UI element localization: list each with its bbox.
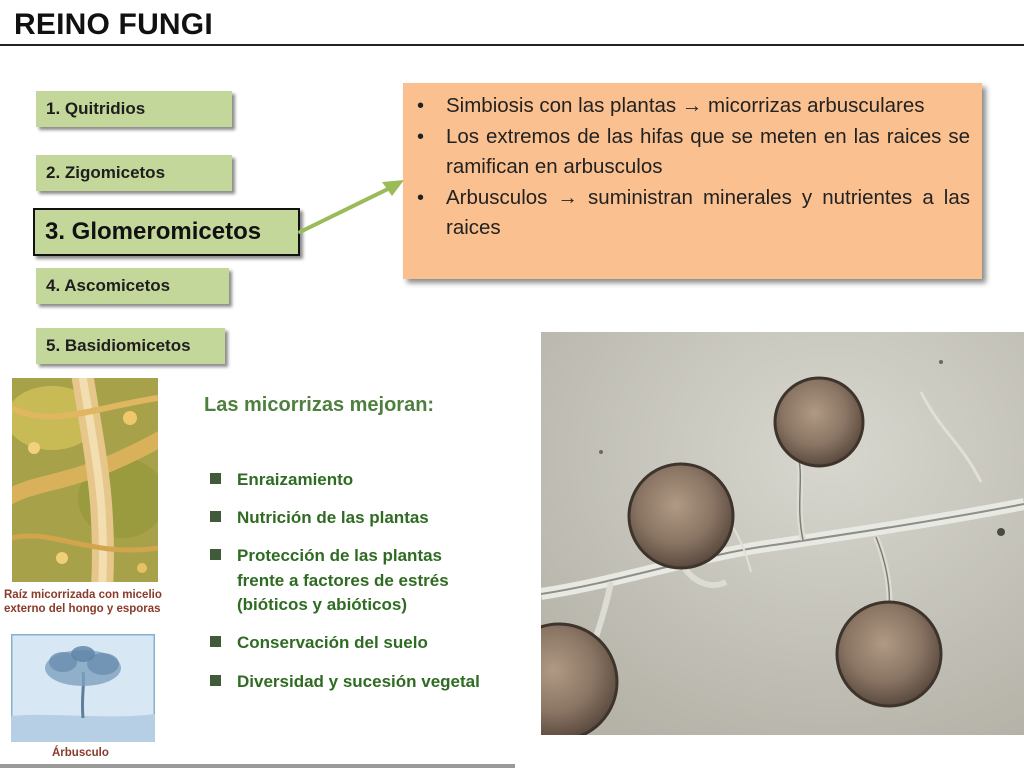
- connector-arrow: [290, 170, 415, 240]
- root-photo-caption: Raíz micorrizada con micelio externo del hongo y esporas: [4, 589, 162, 615]
- bullet-square-icon: [210, 473, 221, 484]
- benefit-item: Protección de las plantas frente a factores de estrés (bióticos y abióticos): [212, 544, 472, 618]
- nav-item-label: 2. Zigomicetos: [46, 163, 166, 182]
- nav-item-quitridios[interactable]: [36, 91, 232, 127]
- nav-item-glomeromicetos[interactable]: [33, 208, 300, 256]
- nav-item-label: 3. Glomeromicetos: [45, 218, 262, 245]
- info-bullet-list: [417, 91, 970, 244]
- bullet-square-icon: [210, 636, 221, 647]
- nav-item-ascomicetos[interactable]: [36, 268, 229, 304]
- bullet-square-icon: [210, 511, 221, 522]
- info-bullet: • Arbusculos → suministran minerales y nutrientes a las raices: [417, 183, 970, 244]
- sporangia-micrograph: [541, 332, 1024, 735]
- benefit-item: Nutrición de las plantas: [212, 506, 512, 531]
- mycorrhiza-figure: [0, 372, 515, 768]
- arbuscule-caption: Árbusculo: [52, 747, 109, 759]
- nav-item-zigomicetos[interactable]: [36, 155, 232, 191]
- nav-item-label: 5. Basidiomicetos: [46, 336, 191, 355]
- mycorrhizal-root-photo: [12, 378, 158, 582]
- nav-item-basidiomicetos[interactable]: [36, 328, 225, 364]
- info-bullet: • Los extremos de las hifas que se meten en las raices se ramifican en arbusculos: [417, 122, 970, 183]
- bullet-square-icon: [210, 549, 221, 560]
- benefit-item: Diversidad y sucesión vegetal: [212, 670, 512, 695]
- benefits-heading: Las micorrizas mejoran:: [204, 394, 435, 416]
- bullet-square-icon: [210, 675, 221, 686]
- info-bullet: • Simbiosis con las plantas → micorrizas arbusculares: [417, 91, 970, 122]
- panel-bottom-strip: [0, 764, 515, 768]
- nav-item-label: 1. Quitridios: [46, 99, 146, 118]
- slide-title: REINO FUNGI: [14, 8, 213, 41]
- glomeromicetos-info-box: [403, 83, 982, 279]
- benefit-item: Enraizamiento: [212, 468, 512, 493]
- nav-item-label: 4. Ascomicetos: [46, 276, 171, 295]
- benefit-item: Conservación del suelo: [212, 631, 512, 656]
- title-divider: [0, 44, 1024, 46]
- arbuscule-photo: [11, 634, 155, 742]
